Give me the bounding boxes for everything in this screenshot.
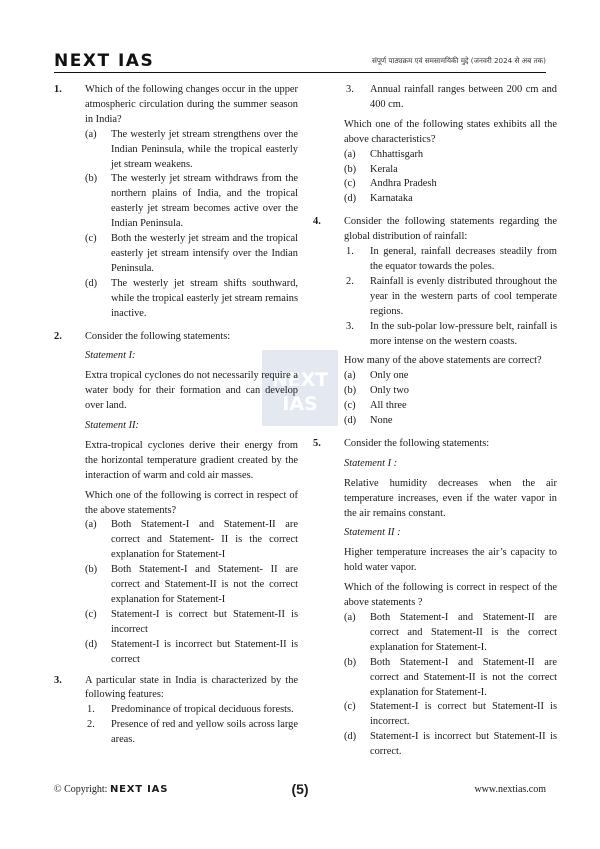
option-d xyxy=(344,192,557,207)
statement-2-text: Extra-tropical cyclones derive their energy from the horizontal temperature gradient created by the interaction of warm and cold air masses. xyxy=(85,439,298,481)
option-b xyxy=(85,563,298,608)
option-a xyxy=(344,611,557,656)
question-text: Which of the following changes occur in the upper atmospheric circulation during the summer season in India? xyxy=(85,84,298,125)
question-4 xyxy=(313,215,557,429)
item-label: 1. xyxy=(87,704,95,716)
option-text: Both the westerly jet stream and the tropical easterly jet stream intensify over the Indian Peninsula. xyxy=(111,233,298,274)
option-label: (b) xyxy=(85,173,98,185)
option-label: (a) xyxy=(344,370,356,382)
item-label: 2. xyxy=(87,719,95,731)
question-text: Consider the following statements regarding the global distribution of rainfall: xyxy=(344,216,557,243)
question-text: A particular state in India is characterized by the following features: xyxy=(85,674,298,701)
statement-1-heading: Statement I: xyxy=(85,350,136,362)
item-text: Predominance of tropical deciduous forests. xyxy=(111,704,294,716)
option-label: (c) xyxy=(85,608,97,620)
question-number: 1. xyxy=(54,84,62,95)
item-label: 3. xyxy=(346,84,354,95)
question-number: 2. xyxy=(54,330,62,342)
option-label: (a) xyxy=(344,612,356,623)
option-text: Andhra Pradesh xyxy=(370,178,437,190)
option-text: All three xyxy=(370,400,407,412)
option-d xyxy=(85,638,298,668)
question-number: 5. xyxy=(313,437,321,449)
option-label: (b) xyxy=(344,656,357,668)
feature-item-2 xyxy=(85,718,298,748)
option-c xyxy=(344,399,557,414)
watermark-text-2: IAS xyxy=(282,393,318,415)
option-c xyxy=(344,700,557,730)
statement-1-text: Extra tropical cyclones do not necessarily require a water body for their formation and can develop over land. xyxy=(85,370,298,412)
question-prompt: Which one of the following is correct in respect of the above statements? xyxy=(85,489,298,516)
question-text: Consider the following statements: xyxy=(85,330,231,342)
option-label: (a) xyxy=(85,128,97,140)
option-label: (d) xyxy=(344,731,357,743)
option-label: (d) xyxy=(85,638,98,650)
option-c xyxy=(85,232,298,277)
option-text: Both Statement-I and Statement-II are correct and Statement- II is the correct explanation for Statement-I xyxy=(111,519,298,561)
question-5 xyxy=(313,437,557,760)
header-subtitle: संपूर्ण पाठ्यक्रम एवं समसामयिकी मुद्दे (जनवरी 2024 से अब तक) xyxy=(371,56,546,65)
statement-2-heading: Statement II : xyxy=(344,527,401,539)
option-text: Both Statement-I and Statement- II are correct and Statement-II is not the correct explanation for Statement-I xyxy=(111,564,298,605)
option-label: (d) xyxy=(344,193,357,205)
option-d xyxy=(344,414,557,429)
option-text: The westerly jet stream strengthens over the Indian Peninsula, while the tropical easterly jet stream weakens. xyxy=(111,128,298,170)
statement-item-3 xyxy=(344,320,557,350)
question-3 xyxy=(54,674,298,749)
item-text: In general, rainfall decreases steadily from the equator towards the poles. xyxy=(370,246,557,272)
option-a xyxy=(344,148,557,163)
option-text: Both Statement-I and Statement-II are correct and Statement-II is not the correct explanation for Statement-I. xyxy=(370,656,557,698)
page-footer xyxy=(54,783,546,799)
question-prompt: Which of the following is correct in respect of the above statements ? xyxy=(344,582,557,609)
right-column xyxy=(313,83,557,760)
item-text: Rainfall is evenly distributed throughout the year in the western parts of cool temperate regions. xyxy=(370,275,557,317)
question-2 xyxy=(54,330,298,668)
question-1 xyxy=(54,83,298,322)
option-label: (b) xyxy=(85,564,98,576)
option-text: Kerala xyxy=(370,163,398,175)
option-b xyxy=(85,172,298,232)
copyright-text: © Copyright: xyxy=(54,784,108,795)
option-text: The westerly jet stream shifts southward, while the tropical easterly jet stream remains inactive. xyxy=(111,277,298,319)
option-text: Statement-I is correct but Statement-II is incorrect. xyxy=(370,701,557,728)
option-label: (c) xyxy=(344,178,356,190)
item-text: Annual rainfall ranges between 200 cm and 400 cm. xyxy=(370,84,557,110)
option-label: (d) xyxy=(85,277,98,289)
option-a xyxy=(85,128,298,173)
statement-item-2 xyxy=(344,275,557,320)
option-label: (c) xyxy=(344,400,356,412)
option-text: Only two xyxy=(370,385,409,397)
option-a xyxy=(344,369,557,384)
option-label: (a) xyxy=(344,148,356,160)
header-rule xyxy=(54,72,546,73)
question-3-continued xyxy=(313,83,557,207)
website-link[interactable]: www.nextias.com xyxy=(474,784,546,795)
option-text: Statement-I is incorrect but Statement-II is correct. xyxy=(370,731,557,758)
option-label: (c) xyxy=(344,701,356,713)
statement-item-1 xyxy=(344,245,557,275)
statement-2-text: Higher temperature increases the air’s capacity to hold water vapor. xyxy=(344,547,557,574)
item-text: Presence of red and yellow soils across large areas. xyxy=(111,719,298,746)
feature-item-1 xyxy=(85,703,298,718)
option-b xyxy=(344,656,557,701)
item-label: 2. xyxy=(346,275,354,287)
option-label: (a) xyxy=(85,519,97,531)
option-text: Karnataka xyxy=(370,193,413,205)
statement-1-heading: Statement I : xyxy=(344,457,398,469)
question-number: 3. xyxy=(54,674,62,686)
option-text: Statement-I is incorrect but Statement-II is correct xyxy=(111,638,298,665)
item-label: 3. xyxy=(346,320,354,332)
watermark-text-1: NEXT xyxy=(271,369,329,391)
option-b xyxy=(344,163,557,178)
option-text: Both Statement-I and Statement-II are correct and Statement-II is the correct explanation for Statement-I. xyxy=(370,612,557,653)
option-text: Only one xyxy=(370,370,409,382)
statement-1-text: Relative humidity decreases when the air temperature increases, even if the water vapor in the air remains constant. xyxy=(344,477,557,519)
option-label: (d) xyxy=(344,415,357,427)
feature-item-3 xyxy=(344,83,557,113)
option-label: (b) xyxy=(344,163,357,175)
item-label: 1. xyxy=(346,246,354,258)
option-text: None xyxy=(370,415,393,427)
footer-brand: NEXT IAS xyxy=(109,784,169,795)
option-text: Chhattisgarh xyxy=(370,148,424,160)
option-a xyxy=(85,518,298,563)
question-prompt: Which one of the following states exhibits all the above characteristics? xyxy=(344,118,557,145)
question-text: Consider the following statements: xyxy=(344,437,490,449)
page-header xyxy=(54,52,546,70)
option-b xyxy=(344,384,557,399)
option-text: The westerly jet stream withdraws from the northern plains of India, and the tropical easterly jet stream becomes active over the Indian Peninsula. xyxy=(111,173,298,230)
brand-logo: NEXT IAS xyxy=(54,51,155,71)
page-number: (5) xyxy=(291,781,309,797)
question-number: 4. xyxy=(313,216,321,228)
option-label: (c) xyxy=(85,233,97,245)
left-column xyxy=(54,83,298,748)
option-d xyxy=(85,277,298,322)
statement-2-heading: Statement II: xyxy=(85,420,139,432)
option-text: Statement-I is correct but Statement-II is incorrect xyxy=(111,608,298,635)
item-text: In the sub-polar low-pressure belt, rainfall is more intense on the western coasts. xyxy=(370,320,557,347)
option-c xyxy=(85,608,298,638)
option-c xyxy=(344,177,557,192)
question-prompt: How many of the above statements are correct? xyxy=(344,355,542,367)
option-d xyxy=(344,730,557,760)
option-label: (b) xyxy=(344,385,357,397)
